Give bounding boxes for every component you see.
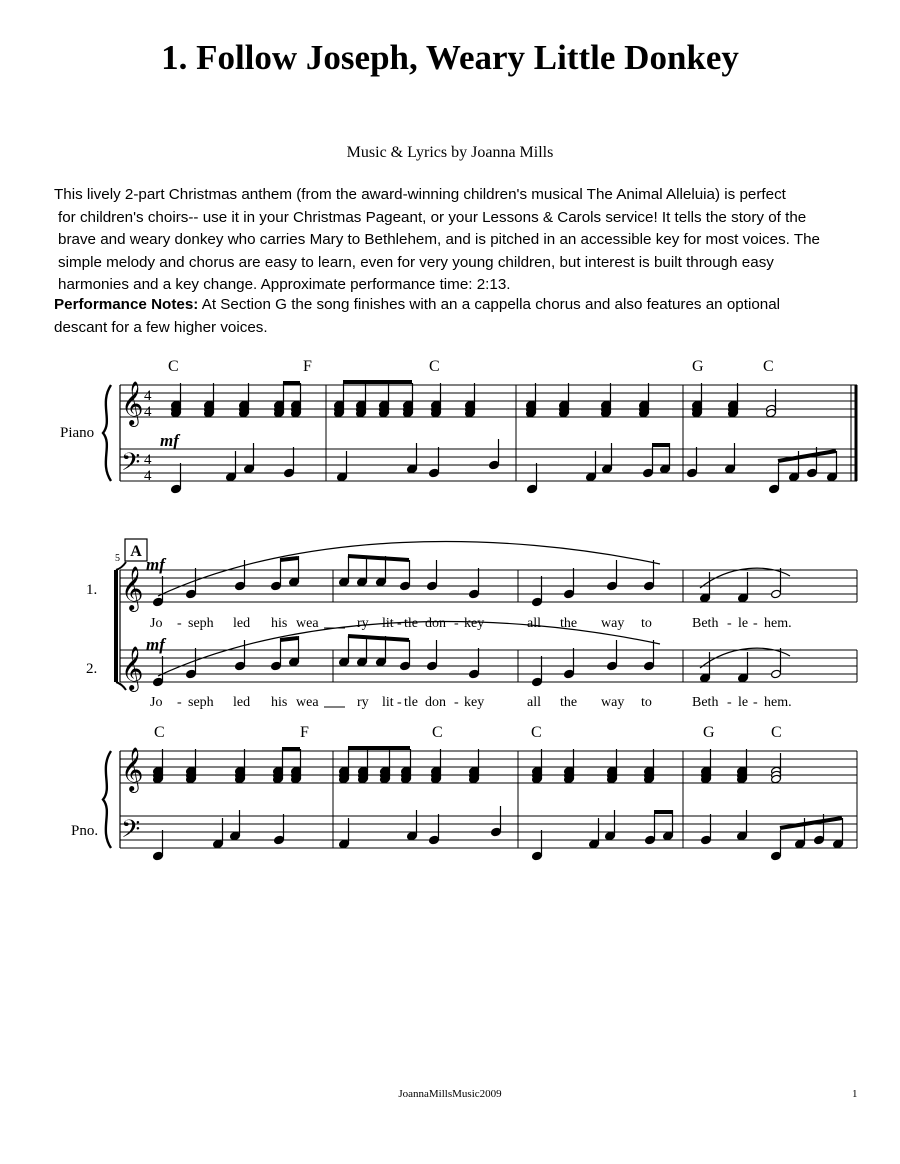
notehead bbox=[564, 669, 575, 679]
lyric-syllable: Beth bbox=[692, 695, 719, 710]
lyric-syllable: way bbox=[601, 616, 625, 631]
description-line: brave and weary donkey who carries Mary to Bethlehem, and is pitched in an accessible key for most voices. The bbox=[58, 231, 820, 248]
time-signature: 4 bbox=[144, 468, 152, 484]
notehead bbox=[153, 851, 164, 861]
lyric-syllable: Beth bbox=[692, 616, 719, 631]
chord-symbol: G bbox=[692, 358, 704, 375]
description-line: simple melody and chorus are easy to learn, even for very young children, but interest is built through easy bbox=[58, 253, 774, 271]
notehead bbox=[429, 835, 440, 845]
notehead bbox=[607, 661, 618, 671]
notehead bbox=[153, 677, 164, 687]
notehead bbox=[427, 661, 438, 671]
notehead bbox=[771, 851, 782, 861]
notehead bbox=[289, 657, 300, 667]
chord-symbol: C bbox=[429, 358, 440, 375]
notehead bbox=[769, 484, 780, 494]
notehead bbox=[833, 839, 844, 849]
lyric-hyphen: - bbox=[397, 616, 402, 631]
lyric-syllable: don bbox=[425, 695, 446, 710]
treble-clef: 𝄞 bbox=[121, 568, 144, 610]
lyric-syllable: seph bbox=[188, 616, 214, 631]
lyric-hyphen: - bbox=[177, 616, 182, 631]
note-beam bbox=[780, 818, 842, 828]
note-beam bbox=[280, 558, 298, 560]
lyric-syllable: hem. bbox=[764, 695, 792, 710]
lyric-hyphen: - bbox=[753, 616, 758, 631]
notehead bbox=[789, 472, 800, 482]
notehead bbox=[235, 661, 246, 671]
performance-notes-text: At Section G the song finishes with an a cappella chorus and also features an optional bbox=[198, 296, 781, 313]
lyric-syllable: Jo bbox=[150, 695, 163, 710]
lyric-syllable: way bbox=[601, 695, 625, 710]
note-beam bbox=[778, 451, 836, 461]
notehead bbox=[737, 831, 748, 841]
lyric-syllable: the bbox=[560, 616, 578, 631]
description-line: for children's choirs-- use it in your Christmas Pageant, or your Lessons & Carols service! It tells the story of the bbox=[58, 208, 807, 226]
notehead bbox=[376, 657, 387, 667]
notehead bbox=[339, 657, 350, 667]
instrument-label-piano-short: Pno. bbox=[71, 823, 99, 839]
lyric-syllable: his bbox=[271, 695, 288, 710]
lyric-syllable: tle bbox=[404, 695, 418, 710]
notehead bbox=[814, 835, 825, 845]
notehead bbox=[271, 581, 282, 591]
notehead bbox=[153, 597, 164, 607]
time-signature: 4 bbox=[144, 404, 152, 420]
notehead bbox=[644, 661, 655, 671]
notehead bbox=[564, 589, 575, 599]
lyric-hyphen: - bbox=[454, 695, 459, 710]
notehead bbox=[491, 827, 502, 837]
lyric-syllable: le bbox=[738, 695, 749, 710]
notehead bbox=[284, 468, 295, 478]
notehead bbox=[357, 657, 368, 667]
notehead bbox=[532, 597, 543, 607]
treble-clef: 𝄞 bbox=[121, 648, 144, 690]
dynamic-marking: mf bbox=[146, 555, 165, 574]
time-signature: 4 bbox=[144, 388, 152, 404]
notehead bbox=[407, 464, 418, 474]
bass-clef: 𝄢 bbox=[121, 816, 141, 849]
lyric-syllable: led bbox=[233, 695, 251, 710]
notehead bbox=[771, 589, 782, 599]
lyric-syllable: Jo bbox=[150, 616, 163, 631]
notehead bbox=[663, 831, 674, 841]
chord-symbol: C bbox=[763, 358, 774, 375]
chord-symbol: C bbox=[531, 724, 542, 741]
note-beam bbox=[280, 638, 298, 640]
lyric-syllable: to bbox=[641, 695, 652, 710]
notehead bbox=[407, 831, 418, 841]
notehead bbox=[289, 577, 300, 587]
notehead bbox=[186, 669, 197, 679]
lyric-syllable: seph bbox=[188, 695, 214, 710]
chord-symbol: C bbox=[771, 724, 782, 741]
notehead bbox=[244, 464, 255, 474]
voice-label-2: 2. bbox=[86, 661, 98, 677]
performance-notes-label: Performance Notes: bbox=[54, 296, 199, 313]
lyric-syllable: wea bbox=[296, 616, 319, 631]
lyric-hyphen: - bbox=[727, 695, 732, 710]
notehead bbox=[807, 468, 818, 478]
lyric-syllable: key bbox=[464, 695, 485, 710]
treble-clef: 𝄞 bbox=[121, 383, 144, 425]
description-line: This lively 2-part Christmas anthem (from the award-winning children's musical The Animal Alleluia) is perfect bbox=[54, 186, 786, 203]
lyric-syllable: tle bbox=[404, 616, 418, 631]
song-title: 1. Follow Joseph, Weary Little Donkey bbox=[161, 38, 739, 77]
notehead bbox=[469, 669, 480, 679]
notehead bbox=[643, 468, 654, 478]
lyric-syllable: lit bbox=[382, 695, 394, 710]
notehead bbox=[771, 669, 782, 679]
notehead bbox=[337, 472, 348, 482]
lyrics-voice-1 bbox=[150, 616, 792, 631]
lyric-syllable: key bbox=[464, 616, 485, 631]
time-signature: 4 bbox=[144, 452, 152, 468]
lyric-syllable: the bbox=[560, 695, 578, 710]
notehead bbox=[607, 581, 618, 591]
chord-symbol: F bbox=[300, 724, 309, 741]
treble-clef: 𝄞 bbox=[121, 749, 144, 791]
notehead bbox=[725, 464, 736, 474]
notehead bbox=[795, 839, 806, 849]
notehead bbox=[738, 673, 749, 683]
lyrics-voice-2 bbox=[150, 695, 792, 710]
lyric-syllable: hem. bbox=[764, 616, 792, 631]
performance-notes-text: descant for a few higher voices. bbox=[54, 318, 268, 336]
notehead bbox=[687, 468, 698, 478]
page-number: 1 bbox=[852, 1088, 858, 1100]
description-line: harmonies and a key change. Approximate performance time: 2:13. bbox=[58, 276, 511, 293]
notehead bbox=[235, 581, 246, 591]
notehead bbox=[738, 593, 749, 603]
notehead bbox=[605, 831, 616, 841]
lyric-syllable: all bbox=[527, 695, 541, 710]
lyric-syllable: le bbox=[738, 616, 749, 631]
notehead bbox=[226, 472, 237, 482]
lyric-hyphen: - bbox=[177, 695, 182, 710]
lyric-syllable: lit bbox=[382, 616, 394, 631]
chord-symbol: F bbox=[303, 358, 312, 375]
lyric-syllable: wea bbox=[296, 695, 319, 710]
notehead bbox=[700, 673, 711, 683]
notehead bbox=[701, 835, 712, 845]
notehead bbox=[532, 677, 543, 687]
notehead bbox=[469, 589, 480, 599]
notehead bbox=[427, 581, 438, 591]
notehead bbox=[376, 577, 387, 587]
grand-staff-brace bbox=[103, 385, 111, 481]
notehead bbox=[357, 577, 368, 587]
notehead bbox=[645, 835, 656, 845]
notehead bbox=[532, 851, 543, 861]
notehead bbox=[271, 661, 282, 671]
lyric-syllable: to bbox=[641, 616, 652, 631]
notehead bbox=[827, 472, 838, 482]
notehead bbox=[171, 484, 182, 494]
notehead bbox=[339, 577, 350, 587]
notehead bbox=[489, 460, 500, 470]
lyric-hyphen: - bbox=[454, 616, 459, 631]
notehead bbox=[644, 581, 655, 591]
notehead bbox=[400, 661, 411, 671]
rehearsal-mark: A bbox=[130, 543, 142, 560]
note-beam bbox=[348, 556, 409, 560]
lyric-syllable: don bbox=[425, 616, 446, 631]
chord-symbol: G bbox=[703, 724, 715, 741]
dynamic-marking: mf bbox=[146, 635, 165, 654]
notehead bbox=[213, 839, 224, 849]
note-beam bbox=[348, 636, 409, 640]
lyric-syllable: ry bbox=[357, 695, 369, 710]
lyric-syllable: led bbox=[233, 616, 251, 631]
chord-symbol: C bbox=[432, 724, 443, 741]
grand-staff-brace bbox=[103, 751, 111, 848]
voice-label-1: 1. bbox=[86, 582, 98, 598]
chord-symbol: C bbox=[154, 724, 165, 741]
measure-number: 5 bbox=[115, 553, 120, 564]
lyric-hyphen: - bbox=[397, 695, 402, 710]
notehead bbox=[400, 581, 411, 591]
notehead bbox=[700, 593, 711, 603]
notehead bbox=[602, 464, 613, 474]
notehead bbox=[429, 468, 440, 478]
notehead bbox=[230, 831, 241, 841]
notehead bbox=[186, 589, 197, 599]
chord-symbol: C bbox=[168, 358, 179, 375]
lyric-syllable: all bbox=[527, 616, 541, 631]
notehead bbox=[586, 472, 597, 482]
notehead bbox=[589, 839, 600, 849]
notehead bbox=[527, 484, 538, 494]
lyric-hyphen: - bbox=[727, 616, 732, 631]
bass-clef: 𝄢 bbox=[121, 449, 141, 482]
notehead bbox=[274, 835, 285, 845]
instrument-label-piano: Piano bbox=[60, 425, 95, 441]
dynamic-marking: mf bbox=[160, 431, 179, 450]
notehead bbox=[339, 839, 350, 849]
notehead bbox=[660, 464, 671, 474]
footer-credit: JoannaMillsMusic2009 bbox=[398, 1088, 502, 1100]
lyric-hyphen: - bbox=[753, 695, 758, 710]
composer-credit: Music & Lyrics by Joanna Mills bbox=[346, 144, 554, 161]
lyric-syllable: his bbox=[271, 616, 288, 631]
lyric-syllable: ry bbox=[357, 616, 369, 631]
